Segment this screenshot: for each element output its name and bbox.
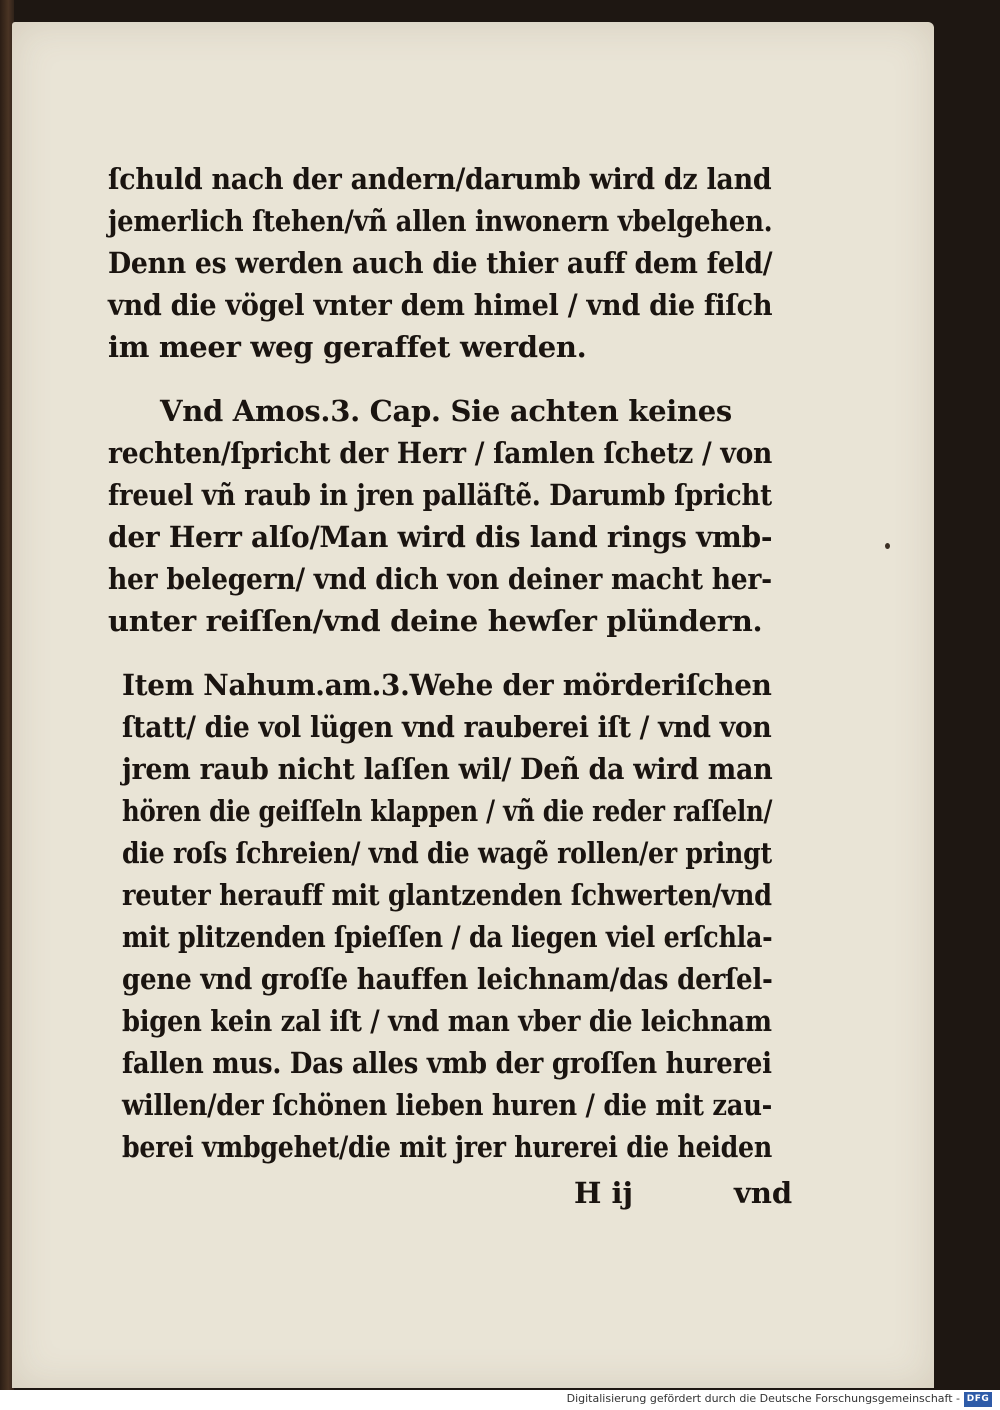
text-line: ſtatt/ die vol lügen vnd rauberei iſt / vnd von [122,710,772,744]
text-line: im meer weg geraffet werden. [108,330,587,364]
text-line: unter reiſſen/vnd deine hewſer plündern. [108,604,763,638]
text-line: Vnd Amos.3. Cap. Sie achten keines [160,394,732,428]
text-line: vnd die vögel vnter dem himel / vnd die fiſch [108,288,773,322]
text-line: hören die geiſſeln klappen / vñ die reder raſſeln/ [122,794,773,828]
text-line: fallen mus. Das alles vmb der groſſen hurerei [122,1046,772,1080]
text-line: her belegern/ vnd dich von deiner macht her- [108,562,772,596]
text-line: gene vnd groſſe hauffen leichnam/das derſel- [122,962,773,996]
credit-bar [0,1390,1000,1410]
text-line: freuel vñ raub in jren palläſtẽ. Darumb ſpricht [108,478,772,512]
book-page [12,22,934,1388]
dfg-logo: DFG [964,1392,992,1407]
text-line: reuter herauff mit glantzenden ſchwerten/vnd [122,878,772,912]
text-line: bigen kein zal iſt / vnd man vber die leichnam [122,1004,772,1038]
text-line: jrem raub nicht laſſen wil/ Deñ da wird man [122,752,773,786]
text-line: Item Nahum.am.3.Wehe der mörderiſchen [122,668,772,702]
signature-mark: H ij [574,1176,634,1210]
text-line: ſchuld nach der andern/darumb wird dz land [108,162,772,196]
text-line: rechten/ſpricht der Herr / ſamlen ſchetz / von [108,436,773,470]
text-line: Denn es werden auch die thier auff dem feld/ [108,246,773,280]
text-line: berei vmbgehet/die mit jrer hurerei die heiden [122,1130,773,1164]
page-footer [108,1176,808,1216]
text-line: die roſs ſchreien/ vnd die wagẽ rollen/er pringt [122,836,772,870]
text-line: der Herr alſo/Man wird dis land rings vmb- [108,520,773,554]
text-line: jemerlich ſtehen/vñ allen inwonern vbelgehen. [108,204,773,238]
text-line: mit plitzenden ſpieſſen / da liegen viel erſchla- [122,920,773,954]
text-line: willen/der ſchönen lieben huren / die mit zau- [122,1088,773,1122]
funding-credit: Digitalisierung gefördert durch die Deutsche Forschungsgemeinschaft - [566,1392,960,1405]
catchword: vnd [734,1176,793,1210]
ink-speck [885,543,890,549]
